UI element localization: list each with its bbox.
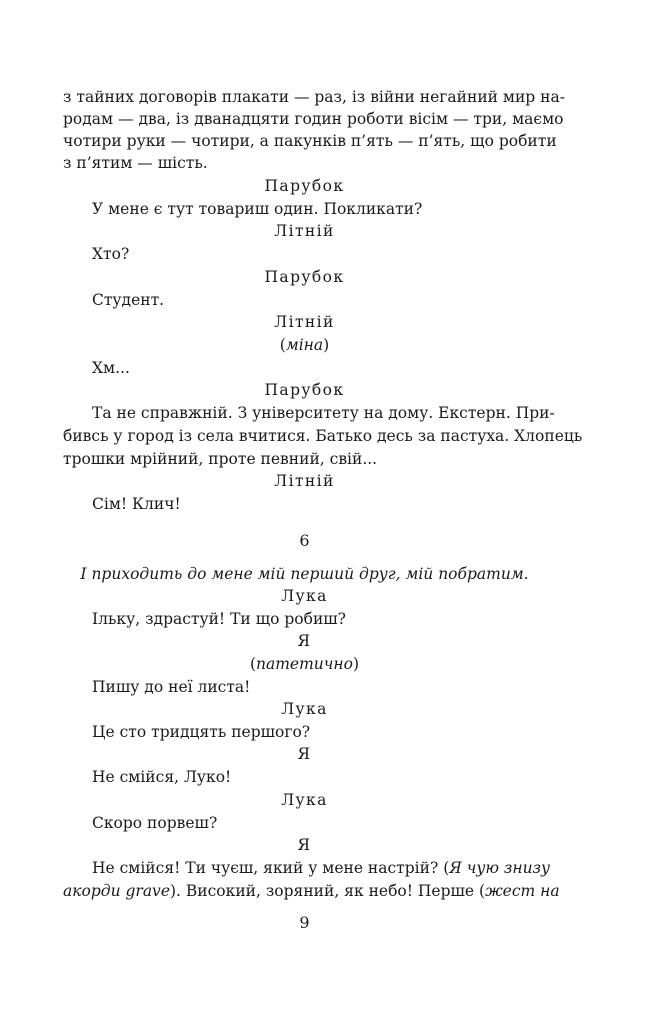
text-line: чотири руки — чотири, а пакунків п’ять — п’ять, що робити bbox=[63, 132, 557, 150]
speech-line: трошки мрійний, проте певний, свій... bbox=[63, 450, 378, 468]
speech-line: Не смійся! Ти чуєш, який у мене настрій? (Я чую знизу bbox=[92, 859, 550, 877]
stage-direction: (патетично) bbox=[249, 655, 360, 673]
text-line: з п’ятим — шість. bbox=[63, 154, 208, 172]
text-line: з тайних договорів плакати — раз, із війни негайний мир на- bbox=[63, 88, 565, 106]
speech-line: Студент. bbox=[92, 291, 165, 309]
speaker-name: Я bbox=[297, 632, 312, 650]
section-intro: І приходить до мене мій перший друг, мій побратим. bbox=[80, 565, 529, 583]
speaker-name: Літній bbox=[274, 313, 335, 331]
speech-line: бивсь у город із села вчитися. Батько десь за пастуха. Хлопець bbox=[63, 427, 583, 445]
speaker-name: Парубок bbox=[264, 381, 345, 399]
speech-line: Скоро порвеш? bbox=[92, 814, 218, 832]
stage-direction: (міна) bbox=[279, 336, 330, 354]
speech-line: акорди grave). Високий, зоряний, як небо! Перше (жест на bbox=[63, 882, 560, 900]
speech-line: Та не справжній. З університету на дому. Екстерн. При- bbox=[92, 404, 555, 422]
speech-line: Не смійся, Луко! bbox=[92, 768, 232, 786]
speech-line: Пишу до неї листа! bbox=[92, 678, 251, 696]
text-line: родам — два, із дванадцяти годин роботи вісім — три, маємо bbox=[63, 110, 564, 128]
speaker-name: Я bbox=[297, 836, 312, 854]
speaker-name: Лука bbox=[281, 791, 328, 809]
section-number: 6 bbox=[299, 531, 310, 550]
speech-line: Хто? bbox=[92, 245, 130, 263]
speaker-name: Парубок bbox=[264, 268, 345, 286]
speaker-name: Літній bbox=[274, 222, 335, 240]
page-number: 9 bbox=[299, 913, 310, 932]
speaker-name: Літній bbox=[274, 472, 335, 490]
speaker-name: Лука bbox=[281, 700, 328, 718]
speaker-name: Парубок bbox=[264, 177, 345, 195]
speech-line: Ільку, здрастуй! Ти що робиш? bbox=[92, 610, 346, 628]
speech-line: У мене є тут товариш один. Покликати? bbox=[92, 200, 423, 218]
speaker-name: Лука bbox=[281, 587, 328, 605]
speech-line: Це сто тридцять першого? bbox=[92, 723, 311, 741]
speech-line: Сім! Клич! bbox=[92, 495, 181, 513]
speech-line: Хм... bbox=[92, 359, 130, 377]
speaker-name: Я bbox=[297, 745, 312, 763]
